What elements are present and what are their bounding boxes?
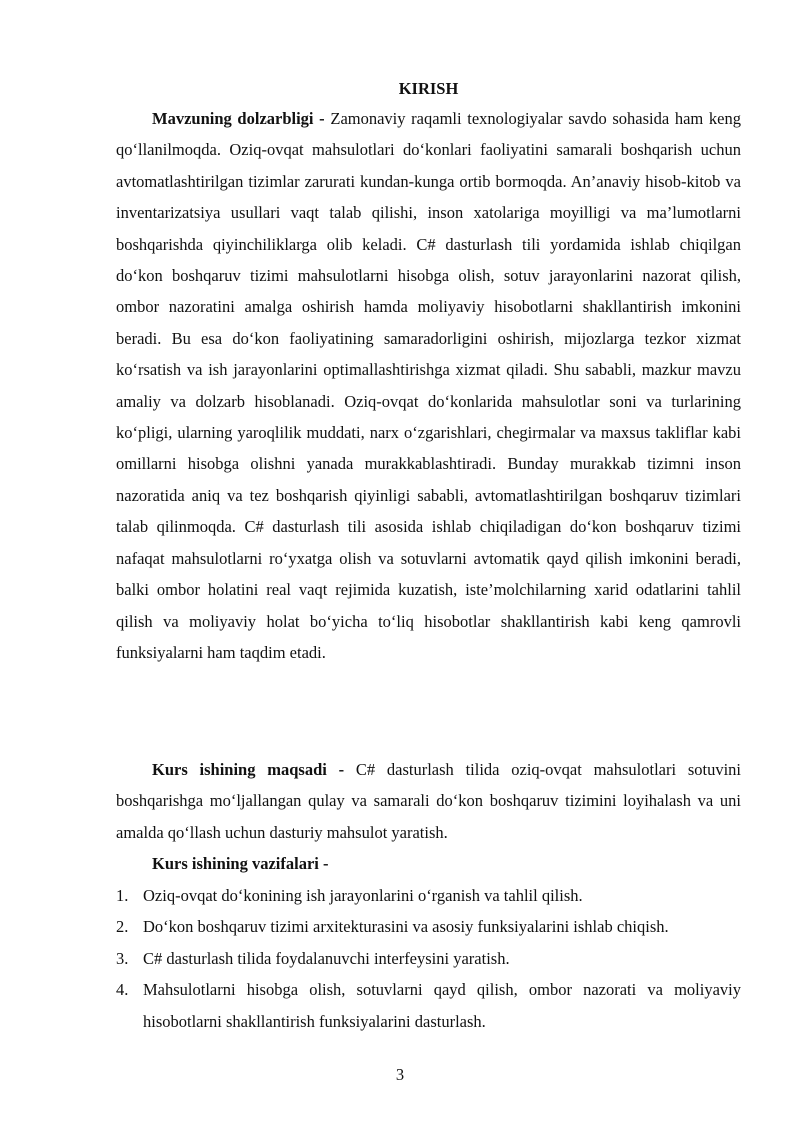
relevance-text: Zamonaviy raqamli texnologiyalar savdo sohasida ham keng qo‘llanilmoqda. Oziq-ovqat mahsulotlari do‘konlari faoliyatini samarali boshqarish uchun avtomatlashtirilgan tizimlar zarurati kundan-kunga ortib bormoqda. An’anaviy hisob-kitob va inventarizatsiya usullari vaqt talab qilishi, inson xatolariga moyilligi va ma’lumotlarni boshqarishda qiyinchiliklarga olib keladi. C# dasturlash tili yordamida ishlab chiqilgan do‘kon boshqaruv tizimi mahsulotlarni hisobga olish, sotuv jarayonlarini nazorat qilish, ombor nazoratini amalga oshirish hamda moliyaviy hisobotlarni shakllantirish imkonini beradi. Bu esa do‘kon faoliyatining samaradorligini oshirish, mijozlarga tezkor xizmat ko‘rsatish va ish jarayonlarini optimallashtirishga xizmat qiladi. Shu sababli, mazkur mavzu amaliy va dolzarb hisoblanadi. Oziq-ovqat do‘konlarida mahsulotlar soni va turlarining ko‘pligi, ularning yaroqlilik muddati, narx o‘zgarishlari, chegirmalar va maxsus takliflar kabi omillarni hisobga olishni yanada murakkablashtiradi. Bunday murakkab tizimni inson nazoratida aniq va tez boshqarish qiyinligi sababli, avtomatlashtirilgan boshqaruv tizimlari talab qilinmoqda. C# dasturlash tili asosida ishlab chiqiladigan do‘kon boshqaruv tizimi nafaqat mahsulotlarni ro‘yxatga olish va sotuvlarni avtomatik qayd qilish imkonini beradi, balki ombor holatini real vaqt rejimida kuzatish, iste’molchilarning xarid odatlarini tahlil qilish va moliyaviy holat bo‘yicha to‘liq hisobotlar shakllantirish kabi keng qamrovli funksiyalarni ham taqdim etadi. <box>116 109 742 662</box>
tasks-paragraph <box>116 848 741 879</box>
relevance-heading: Mavzuning dolzarbligi - <box>152 109 325 128</box>
page-number: 3 <box>395 1065 405 1084</box>
list-item-text: Do‘kon boshqaruv tizimi arxitekturasini va asosiy funksiyalarini ishlab chiqish. <box>143 917 669 937</box>
goal-heading: Kurs ishining maqsadi - <box>152 760 345 779</box>
list-item-text: C# dasturlash tilida foydalanuvchi interfeysini yaratish. <box>143 948 510 968</box>
list-item-number: 2. <box>116 917 129 937</box>
list-item-text: Mahsulotlarni hisobga olish, sotuvlarni qayd qilish, ombor nazorati va moliyaviy hisobotlarni shakllantirish funksiyalarini dasturlash. <box>143 980 741 1031</box>
tasks-list <box>116 880 741 1037</box>
relevance-paragraph <box>116 103 741 668</box>
section-title: KIRISH <box>398 79 459 98</box>
tasks-heading: Kurs ishining vazifalari - <box>152 854 329 873</box>
goal-paragraph <box>116 754 741 848</box>
list-item <box>116 880 741 911</box>
list-item-number: 3. <box>116 948 129 968</box>
list-item-number: 4. <box>116 980 129 1000</box>
list-item <box>116 974 741 1037</box>
list-item-number: 1. <box>116 886 129 905</box>
goal-text: C# dasturlash tilida oziq-ovqat mahsulotlari sotuvini boshqarishga mo‘ljallangan qulay va samarali do‘kon boshqaruv tizimini loyihalash va uni amalda qo‘llash uchun dasturiy mahsulot yaratish. <box>116 760 741 842</box>
list-item <box>116 911 741 942</box>
list-item <box>116 943 741 974</box>
list-item-text: Oziq-ovqat do‘konining ish jarayonlarini o‘rganish va tahlil qilish. <box>143 886 583 905</box>
